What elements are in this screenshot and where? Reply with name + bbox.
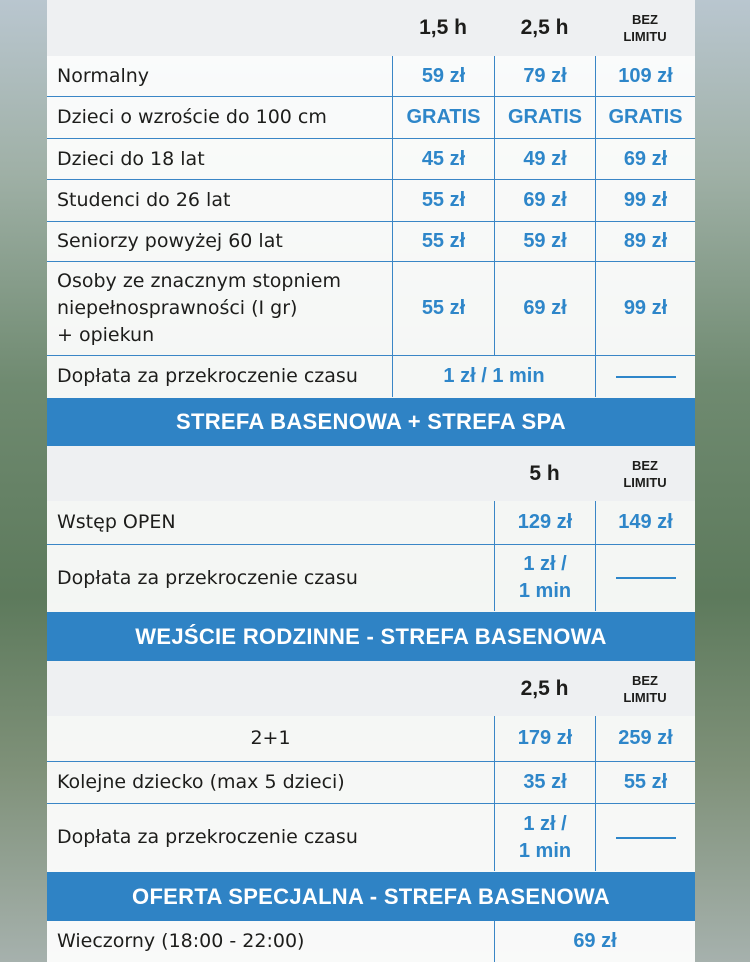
header-bez-limitu: BEZ LIMITU (623, 672, 667, 705)
table-row (47, 56, 695, 97)
surcharge-row (47, 804, 695, 871)
price-cell: GRATIS (595, 97, 695, 138)
price-cell: 69 zł (494, 180, 595, 221)
price-cell: 69 zł (595, 139, 695, 179)
price-cell: GRATIS (392, 97, 494, 138)
price-cell: 109 zł (595, 56, 695, 96)
table-row (47, 139, 695, 180)
price-cell: 149 zł (595, 501, 695, 544)
row-label: Wieczorny (18:00 - 22:00) (57, 930, 305, 952)
table-row (47, 501, 695, 545)
section-title-special: OFERTA SPECJALNA - STREFA BASENOWA (47, 872, 695, 921)
section3-header-row (47, 661, 695, 716)
dash-cell (595, 804, 695, 871)
table1-header-row (47, 0, 695, 56)
header-bez-limitu: BEZ LIMITU (623, 12, 667, 44)
price-cell: 129 zł (494, 501, 595, 544)
section2-header-row (47, 446, 695, 501)
table-row (47, 921, 695, 962)
section-title-family: WEJŚCIE RODZINNE - STREFA BASENOWA (47, 612, 695, 661)
row-label: Studenci do 26 lat (57, 189, 231, 211)
dash-cell (595, 545, 695, 611)
header-2-5h: 2,5 h (520, 676, 569, 700)
header-2-5h: 2,5 h (520, 16, 569, 39)
price-cell: 259 zł (595, 716, 695, 761)
header-1-5h: 1,5 h (419, 16, 467, 39)
price-cell: 55 zł (392, 180, 494, 221)
surcharge-row (47, 545, 695, 611)
price-cell: 55 zł (392, 222, 494, 261)
row-label: Kolejne dziecko (max 5 dzieci) (57, 771, 345, 793)
row-label: Seniorzy powyżej 60 lat (57, 230, 283, 252)
dash-line (616, 837, 676, 839)
price-cell: 59 zł (494, 222, 595, 261)
table-row (47, 180, 695, 222)
price-cell: 179 zł (494, 716, 595, 761)
header-5h: 5 h (529, 461, 560, 485)
row-label: Osoby ze znacznym stopniem niepełnosprawności (I gr) + opiekun (57, 270, 341, 346)
row-label: Dzieci o wzroście do 100 cm (57, 106, 327, 128)
dash-cell (595, 356, 695, 397)
price-cell: 55 zł (595, 762, 695, 803)
dash-line (616, 577, 676, 579)
price-cell: 69 zł (494, 262, 595, 355)
price-cell: 45 zł (392, 139, 494, 179)
row-label: 2+1 (250, 727, 291, 749)
price-cell: 69 zł (494, 921, 695, 962)
dash-line (616, 376, 676, 378)
row-label: Dopłata za przekroczenie czasu (57, 566, 358, 589)
price-cell: 79 zł (494, 56, 595, 96)
table-row (47, 97, 695, 139)
table-row (47, 762, 695, 804)
row-label: Dzieci do 18 lat (57, 147, 205, 170)
price-cell: 49 zł (494, 139, 595, 179)
price-cell: 1 zł / 1 min (494, 545, 595, 611)
section-title-spa: STREFA BASENOWA + STREFA SPA (47, 398, 695, 446)
table-row (47, 716, 695, 762)
price-cell: 1 zł / 1 min (494, 804, 595, 871)
price-cell: 89 zł (595, 222, 695, 261)
header-bez-limitu: BEZ LIMITU (623, 457, 667, 490)
price-cell: 55 zł (392, 262, 494, 355)
price-cell: 59 zł (392, 56, 494, 96)
surcharge-row (47, 356, 695, 397)
price-cell: 35 zł (494, 762, 595, 803)
price-cell: 99 zł (595, 262, 695, 355)
table-row (47, 262, 695, 356)
price-cell: 99 zł (595, 180, 695, 221)
table-row (47, 222, 695, 262)
row-label: Dopłata za przekroczenie czasu (57, 826, 358, 848)
row-label: Wstęp OPEN (57, 511, 176, 533)
row-label: Dopłata za przekroczenie czasu (57, 365, 358, 387)
row-label: Normalny (57, 64, 150, 87)
price-cell: 1 zł / 1 min (392, 356, 595, 397)
price-cell: GRATIS (494, 97, 595, 138)
